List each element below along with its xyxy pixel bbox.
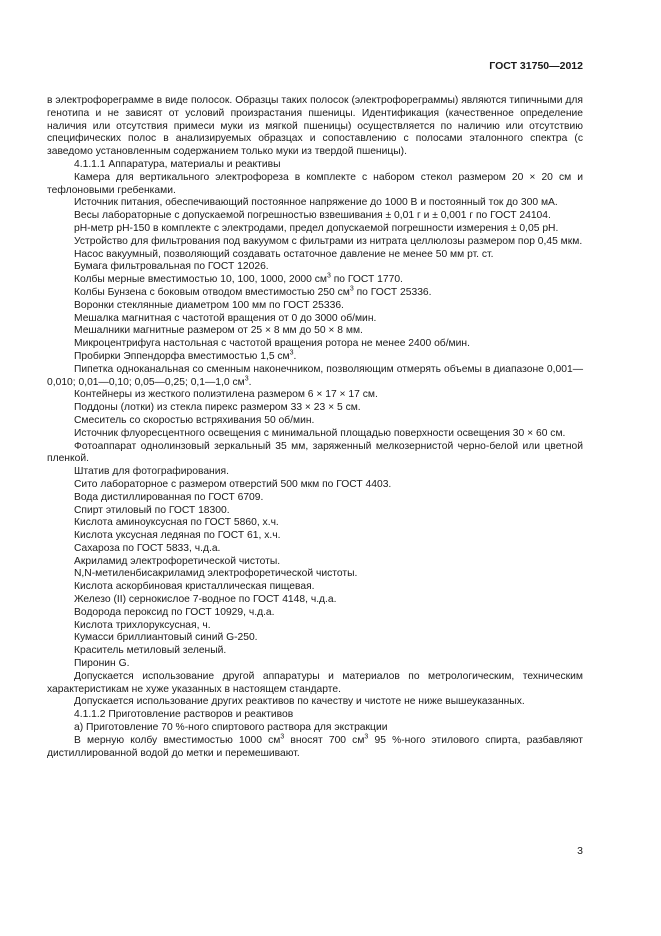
- paragraph: Смеситель со скоростью встряхивания 50 об/мин.: [74, 414, 315, 426]
- paragraph: а) Приготовление 70 %-ного спиртового раствора для экстракции: [74, 722, 388, 734]
- paragraph: Спирт этиловый по ГОСТ 18300.: [74, 504, 230, 516]
- paragraph: Камера для вертикального электрофореза в комплекте с набором стекол размером 20 × 20 см и тефлоновыми гребенками.: [47, 171, 583, 196]
- paragraph: 4.1.1.1 Аппаратура, материалы и реактивы: [74, 158, 281, 170]
- paragraph: Пробирки Эппендорфа вместимостью 1,5 $см^3$.: [74, 349, 297, 362]
- paragraph: Кислота аминоуксусная по ГОСТ 5860, х.ч.: [74, 517, 279, 529]
- paragraph: N,N-метиленбисакриламид электрофоретической чистоты.: [74, 568, 358, 580]
- paragraph: Штатив для фотографирования.: [74, 466, 229, 478]
- paragraph: Весы лабораторные с допускаемой погрешностью взвешивания ± 0,01 г и ± 0,001 г по ГОСТ 24104.: [74, 210, 551, 222]
- paragraph: Источник флуоресцентного освещения с минимальной площадью поверхности освещения 30 × 60 см.: [74, 427, 566, 439]
- paragraph: Колбы Бунзена с боковым отводом вместимостью 250 $см^3$ по ГОСТ 25336.: [74, 285, 432, 298]
- paragraph: 4.1.1.2 Приготовление растворов и реактивов: [74, 709, 294, 721]
- paragraph: Пипетка одноканальная со сменным наконечником, позволяющим отмерять объемы в диапазоне 0,001—0,010; 0,01—0,10; 0,05—0,25; 0,1—1,0 $см^3$.: [47, 363, 583, 388]
- paragraph: Микроцентрифуга настольная с частотой вращения ротора не менее 2400 об/мин.: [74, 338, 470, 350]
- paragraph: Контейнеры из жесткого полиэтилена размером 6 × 17 × 17 см.: [74, 389, 378, 401]
- paragraph: Допускается использование другой аппаратуры и материалов по метрологическим, техническим характеристикам не хуже указанных в настоящем стандарте.: [47, 670, 583, 695]
- paragraph: Устройство для фильтрования под вакуумом с фильтрами из нитрата целлюлозы размером пор 0,45 мкм.: [74, 235, 583, 247]
- paragraph: Акриламид электрофоретической чистоты.: [74, 555, 281, 567]
- paragraph: Воронки стеклянные диаметром 100 мм по ГОСТ 25336.: [74, 299, 344, 311]
- paragraph: Железо (II) сернокислое 7-водное по ГОСТ 4148, ч.д.а.: [74, 594, 337, 606]
- paragraph: В мерную колбу вместимостью 1000 $см^3$ вносят 700 $см^3$ 95 %-ного этилового спирта, разбавляют дистиллированной водой до метки и перемешивают.: [47, 733, 583, 759]
- paragraph: Кумасси бриллиантовый синий G-250.: [74, 632, 258, 644]
- paragraph: Колбы мерные вместимостью 10, 100, 1000, 2000 $см^3$ по ГОСТ 1770.: [74, 272, 403, 286]
- paragraph: Пиронин G.: [74, 658, 130, 670]
- paragraph: pH-метр pH-150 в комплекте с электродами, предел допускаемой погрешности измерения ± 0,05 pH.: [74, 222, 559, 234]
- paragraph: Сахароза по ГОСТ 5833, ч.д.а.: [74, 542, 221, 554]
- document-header: ГОСТ 31750—2012: [489, 60, 583, 72]
- paragraph: в электрофореграмме в виде полосок. Образцы таких полосок (электрофореграммы) являются типичными для генотипа и не зависят от условий произрастания пшеницы. Идентификация (качественное определение наличия или отсутствия примеси муки из мягкой пшеницы) осуществляется по наличию или отсутствию специфических полос в анализируемых образцах и сопоставлению с полосами эталонного спектра (с заведомо установленным содержанием только муки из твердой пшеницы).: [47, 95, 583, 158]
- paragraph: Бумага фильтровальная по ГОСТ 12026.: [74, 261, 269, 273]
- paragraph: Кислота уксусная ледяная по ГОСТ 61, х.ч.: [74, 530, 281, 542]
- document-body: [47, 95, 583, 760]
- paragraph: Сито лабораторное с размером отверстий 500 мкм по ГОСТ 4403.: [74, 478, 392, 490]
- paragraph: Кислота аскорбиновая кристаллическая пищевая.: [74, 581, 315, 593]
- paragraph: Поддоны (лотки) из стекла пирекс размером 33 × 23 × 5 см.: [74, 402, 361, 414]
- paragraph: Мешалники магнитные размером от 25 × 8 мм до 50 × 8 мм.: [74, 325, 363, 337]
- paragraph: Мешалка магнитная с частотой вращения от 0 до 3000 об/мин.: [74, 312, 377, 324]
- paragraph: Фотоаппарат однолинзовый зеркальный 35 мм, заряженный мелкозернистой черно-белой или цветной пленкой.: [47, 440, 583, 465]
- paragraph: Насос вакуумный, позволяющий создавать остаточное давление не менее 50 мм рт. ст.: [74, 248, 494, 260]
- paragraph: Кислота трихлоруксусная, ч.: [74, 619, 211, 631]
- paragraph: Вода дистиллированная по ГОСТ 6709.: [74, 491, 264, 503]
- paragraph: Краситель метиловый зеленый.: [74, 645, 227, 657]
- paragraph: Водорода пероксид по ГОСТ 10929, ч.д.а.: [74, 606, 275, 618]
- paragraph: Допускается использование других реактивов по качеству и чистоте не ниже вышеуказанных.: [74, 696, 525, 708]
- page-number: 3: [577, 845, 583, 857]
- paragraph: Источник питания, обеспечивающий постоянное напряжение до 1000 В и постоянный ток до 300 мА.: [74, 197, 558, 209]
